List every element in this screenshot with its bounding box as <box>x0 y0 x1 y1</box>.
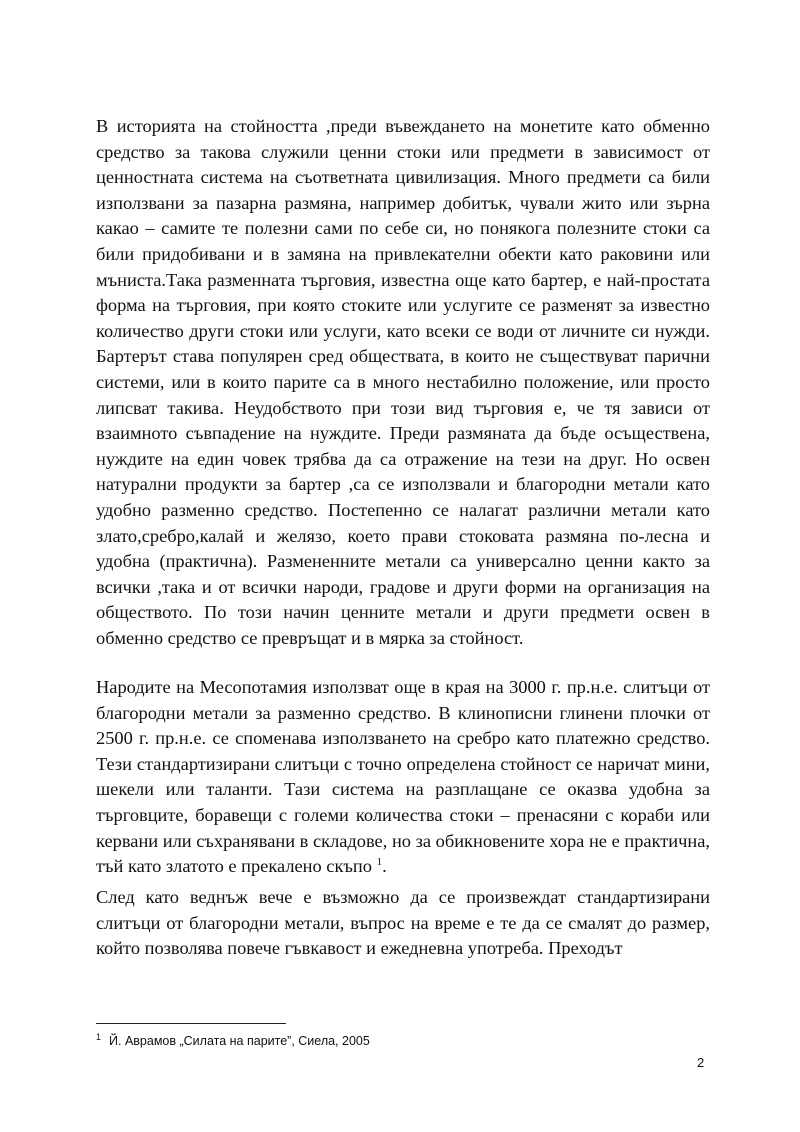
footnote <box>96 1032 370 1048</box>
footnote-reference[interactable]: 1 <box>376 856 383 869</box>
footnote-number: 1 <box>96 1032 102 1042</box>
paragraph: Народите на Месопотамия използват още в края на 3000 г. пр.н.е. слитъци от благородни метали за разменно средство. В клинописни глинени плочки от 2500 г. пр.н.е. се споменава използването на сребро като платежно средство. Тези стандартизирани слитъци с точно определена стойност се наричат мини, шекели или таланти. Тази система на разплащане се оказва удобна за търговците, боравещи с големи количества стоки – пренасяни с кораби или кервани или съхранявани в складове, но за обикновените хора не е практична, тъй като златото е прекалено скъпо $^1$. <box>96 677 710 877</box>
paragraph-text: Народите на Месопотамия използват още в края на 3000 г. пр.н.е. слитъци от благородни метали за разменно средство. В клинописни глинени плочки от 2500 г. пр.н.е. се споменава използването на сребро като платежно средство. Тези стандартизирани слитъци с точно определена стойност се наричат мини, шекели или таланти. Тази система на разплащане се оказва удобна за търговците, боравещи с големи количества стоки – пренасяни с кораби или кервани или съхранявани в складове, но за обикновените хора не е практична, тъй като златото е прекалено скъпо <box>96 677 710 877</box>
paragraph: След като веднъж вече е възможно да се произвеждат стандартизирани слитъци от благородни метали, въпрос на време е те да се смалят до размер, който позволява повече гъвкавост и ежедневна употреба. Преходът <box>96 887 710 959</box>
paragraph: В историята на стойността ,преди въвеждането на монетите като обменно средство за такова служили ценни стоки или предмети в зависимост от ценностната система на съответната цивилизация. Много предмети са били използвани за пазарна размяна, например добитък, чували жито или зърна какао – самите те полезни сами по себе си, но понякога полезните стоки са били придобивани и в замяна на привлекателни обекти като раковини или мъниста.Така разменната търговия, известна още като бартер, е най-простата форма на търговия, при която стоките или услугите се разменят за известно количество други стоки или услуги, като всеки се води от личните си нужди. Бартерът става популярен сред обществата, в които не съществуват парични системи, или в които парите са в много нестабилно положение, или просто липсват такива. Неудобството при този вид търговия е, че тя зависи от взаимното съвпадение на нуждите. Преди размяната да бъде осъществена, нуждите на един човек трябва да са отражение на тези на друг. Но освен натурални продукти за бартер ,са се използвали и благородни метали като удобно разменно средство. Постепенно се налагат различни метали като злато,сребро,калай и желязо, което прави стоковата размяна по-лесна и удобна (практична). Размененните метали са универсално ценни както за всички ,така и от всички народи, градове и други форми на организация на обществото. По този начин ценните метали и други предмети освен в обменно средство се превръщат и в мярка за стойност. <box>96 116 710 648</box>
footnote-separator <box>96 1023 286 1024</box>
page-number: 2 <box>697 1055 705 1070</box>
footnote-text: Й. Аврамов „Силата на парите”, Сиела, 2005 <box>109 1034 370 1049</box>
